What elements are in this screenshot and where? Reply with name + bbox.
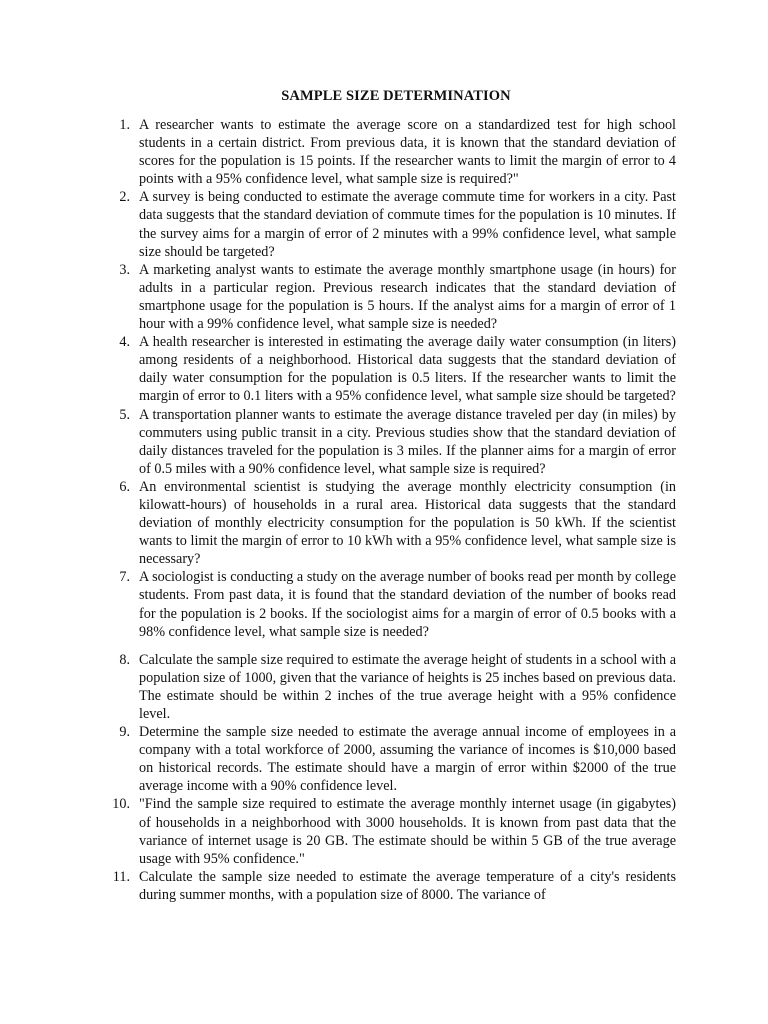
- question-text: Determine the sample size needed to estimate the average annual income of employees in a company with a total workforce of 2000, assuming the variance of incomes is $10,000 based on historical records. The estimate should have a margin of error within $2000 of the true average income with a 90% confidence level.: [139, 724, 676, 795]
- question-item: [108, 333, 676, 405]
- question-number: 5.: [119, 406, 130, 423]
- question-text: A researcher wants to estimate the average score on a standardized test for high school students in a certain district. From previous data, it is known that the standard deviation of scores for the population is 15 points. If the researcher wants to limit the margin of error to 4 points with a 95% confidence level, what sample size is required?": [139, 117, 676, 188]
- question-list: [108, 116, 676, 904]
- question-text: "Find the sample size required to estimate the average monthly internet usage (in gigabytes) of households in a neighborhood with 3000 households. It is known from past data that the variance of internet usage is 20 GB. The estimate should be within 5 GB of the true average usage with 95% confidence.": [139, 796, 676, 867]
- document-title: SAMPLE SIZE DETERMINATION: [281, 88, 511, 104]
- question-number: 3.: [119, 261, 130, 278]
- question-text: A survey is being conducted to estimate the average commute time for workers in a city. Past data suggests that the standard deviation of commute times for the population is 10 minutes. If the survey aims for a margin of error of 2 minutes with a 99% confidence level, what sample size should be targeted?: [139, 189, 676, 260]
- question-item: [108, 406, 676, 478]
- question-number: 1.: [119, 117, 130, 133]
- question-number: 2.: [119, 189, 130, 206]
- question-number: 7.: [119, 569, 130, 586]
- question-number: 9.: [119, 724, 130, 741]
- question-number: 8.: [119, 651, 130, 668]
- question-item: [108, 651, 676, 723]
- question-item: [108, 478, 676, 568]
- question-item: [108, 723, 676, 795]
- question-text: A marketing analyst wants to estimate the average monthly smartphone usage (in hours) for adults in a particular region. Previous research indicates that the standard deviation of smartphone usage for the population is 5 hours. If the analyst aims for a margin of error of 1 hour with a 99% confidence level, what sample size is needed?: [139, 261, 676, 333]
- question-number: 10.: [112, 796, 130, 813]
- question-text: A transportation planner wants to estimate the average distance traveled per day (in miles) by commuters using public transit in a city. Previous studies show that the standard deviation of daily distances traveled for the population is 3 miles. If the planner aims for a margin of error of 0.5 miles with a 90% confidence level, what sample size is required?: [139, 406, 676, 477]
- question-number: 11.: [112, 868, 130, 885]
- question-text: A health researcher is interested in estimating the average daily water consumption (in liters) among residents of a neighborhood. Historical data suggests that the standard deviation of daily water consumption for the population is 0.5 liters. If the researcher wants to limit the margin of error to 0.1 liters with a 95% confidence level, what sample size should be targeted?: [139, 334, 676, 405]
- question-text: Calculate the sample size needed to estimate the average temperature of a city's residents during summer months, with a population size of 8000. The variance of: [139, 868, 676, 903]
- question-item: [108, 261, 676, 333]
- question-number: 4.: [119, 334, 130, 351]
- question-item: [108, 188, 676, 260]
- question-text: An environmental scientist is studying the average monthly electricity consumption (in kilowatt-hours) of households in a rural area. Historical data suggests that the standard deviation of monthly electricity consumption for the population is 50 kWh. If the scientist wants to limit the margin of error to 10 kWh with a 95% confidence level, what sample size is necessary?: [139, 478, 676, 568]
- question-number: 6.: [119, 478, 130, 495]
- question-item: [108, 868, 676, 904]
- question-item: [108, 116, 676, 188]
- question-item: [108, 795, 676, 867]
- question-text: A sociologist is conducting a study on the average number of books read per month by college students. From past data, it is found that the standard deviation of the number of books read for the population is 2 books. If the sociologist aims for a margin of error of 0.5 books with a 98% confidence level, what sample size is needed?: [139, 569, 676, 640]
- question-text: Calculate the sample size required to estimate the average height of students in a school with a population size of 1000, given that the variance of heights is 25 inches based on previous data. The estimate should be within 2 inches of the true average height with a 95% confidence level.: [139, 651, 676, 722]
- question-item: [108, 568, 676, 640]
